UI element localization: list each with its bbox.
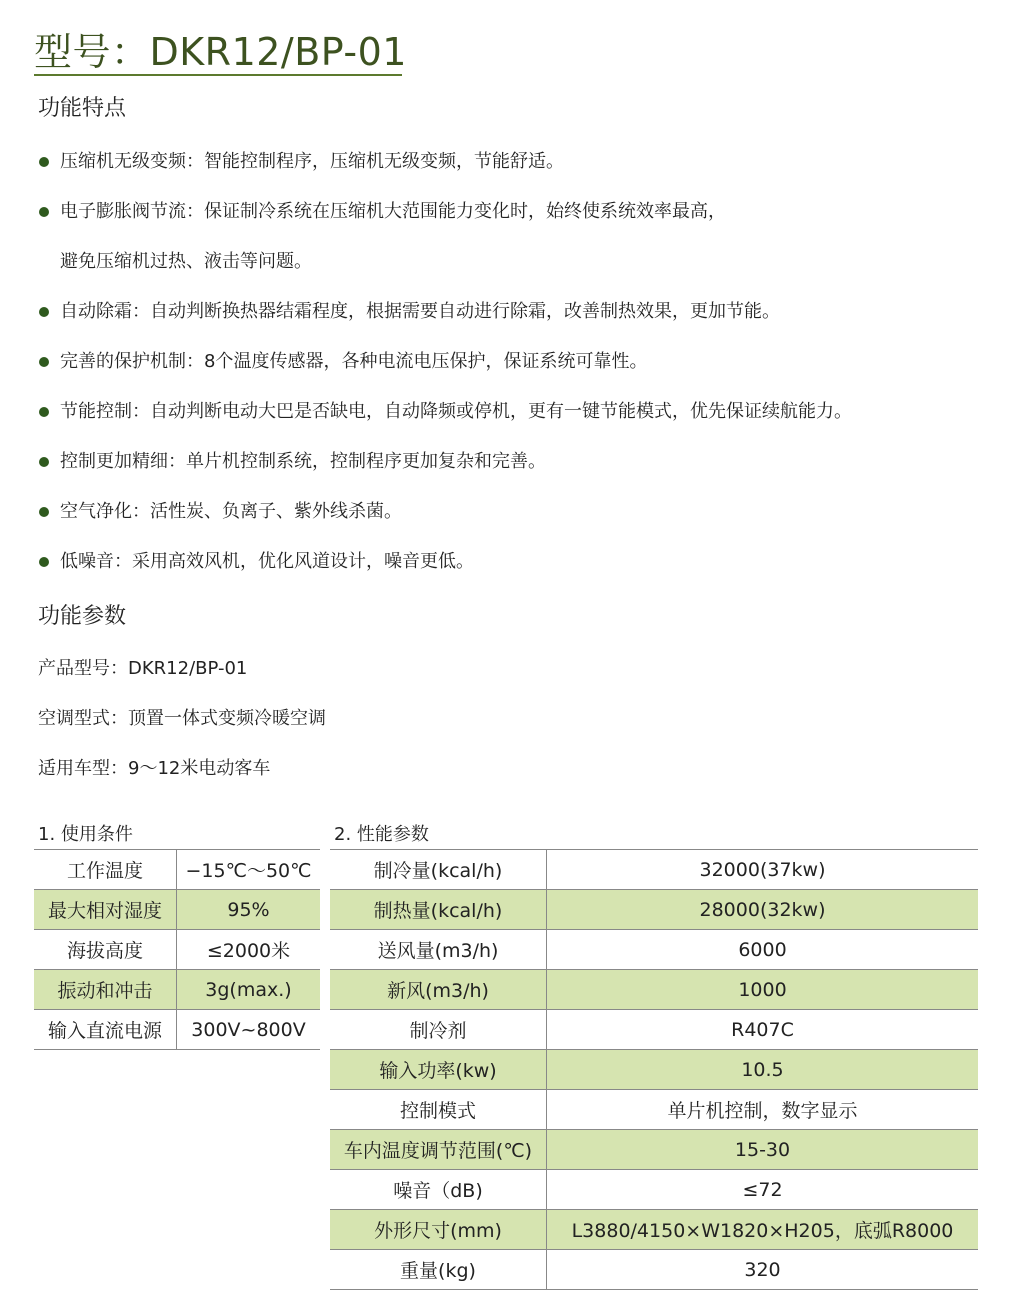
feature-text: 电子膨胀阀节流：保证制冷系统在压缩机大范围能力变化时，始终使系统效率最高， [60,201,726,222]
condition-label: 振动和冲击 [34,970,177,1010]
performance-value: R407C [547,1010,979,1050]
feature-item [36,144,996,194]
model-title: 型号：DKR12/BP-01 [34,30,407,74]
table-row [330,930,978,970]
feature-text: 空气净化：活性炭、负离子、紫外线杀菌。 [60,501,402,522]
feature-text: 压缩机无级变频：智能控制程序，压缩机无级变频，节能舒适。 [60,151,564,172]
performance-label: 制热量(kcal/h) [330,890,547,930]
bullet-icon [39,457,49,467]
performance-label: 噪音（dB) [330,1170,547,1210]
table-row [330,1170,978,1210]
param-ac-type: 空调型式：顶置一体式变频冷暖空调 [38,708,326,729]
performance-label: 制冷量(kcal/h) [330,850,547,890]
performance-value: ≤72 [547,1170,979,1210]
performance-value: 10.5 [547,1050,979,1090]
table-row [330,970,978,1010]
condition-label: 输入直流电源 [34,1010,177,1050]
params-heading: 功能参数 [38,604,127,629]
condition-label: 工作温度 [34,850,177,890]
bullet-icon [39,407,49,417]
conditions-table [34,849,320,1050]
performance-label: 制冷剂 [330,1010,547,1050]
table-row [34,850,320,890]
performance-label: 输入功率(kw) [330,1050,547,1090]
table-row [330,850,978,890]
feature-item [36,394,996,444]
table-row [34,970,320,1010]
feature-item [36,344,996,394]
table-row [330,1130,978,1170]
feature-item [36,544,996,594]
performance-label: 送风量(m3/h) [330,930,547,970]
performance-table [330,849,978,1290]
feature-text: 自动除霜：自动判断换热器结霜程度，根据需要自动进行除霜，改善制热效果，更加节能。 [60,301,780,322]
performance-value: 320 [547,1250,979,1290]
performance-label: 车内温度调节范围(℃) [330,1130,547,1170]
table-row [330,1250,978,1290]
condition-label: 海拔高度 [34,930,177,970]
performance-label: 新风(m3/h) [330,970,547,1010]
feature-item [36,444,996,494]
condition-value: −15℃～50℃ [177,850,321,890]
conditions-caption: 1. 使用条件 [38,824,133,845]
feature-text: 节能控制：自动判断电动大巴是否缺电，自动降频或停机，更有一键节能模式，优先保证续航能力。 [60,401,852,422]
performance-value: 28000(32kw) [547,890,979,930]
table-row [330,1210,978,1250]
feature-text: 低噪音：采用高效风机，优化风道设计，噪音更低。 [60,551,474,572]
param-vehicle: 适用车型：9～12米电动客车 [38,758,271,779]
table-row [34,890,320,930]
condition-value: 3g(max.) [177,970,321,1010]
performance-value: L3880/4150×W1820×H205，底弧R8000 [547,1210,979,1250]
table-row [330,1050,978,1090]
performance-label: 重量(kg) [330,1250,547,1290]
table-row [330,890,978,930]
bullet-icon [39,157,49,167]
performance-value: 1000 [547,970,979,1010]
feature-item [36,494,996,544]
features-heading: 功能特点 [38,96,127,121]
bullet-icon [39,507,49,517]
condition-value: 95% [177,890,321,930]
param-model: 产品型号：DKR12/BP-01 [38,658,248,679]
table-row [34,1010,320,1050]
performance-label: 控制模式 [330,1090,547,1130]
performance-value: 单片机控制，数字显示 [547,1090,979,1130]
bullet-icon [39,357,49,367]
performance-caption: 2. 性能参数 [334,824,429,845]
bullet-icon [39,307,49,317]
performance-value: 32000(37kw) [547,850,979,890]
feature-text: 控制更加精细：单片机控制系统，控制程序更加复杂和完善。 [60,451,546,472]
table-row [330,1090,978,1130]
table-row [34,930,320,970]
table-row [330,1010,978,1050]
feature-continuation: 避免压缩机过热、液击等问题。 [60,251,312,272]
performance-value: 15-30 [547,1130,979,1170]
condition-label: 最大相对湿度 [34,890,177,930]
title-underline [34,74,402,76]
performance-label: 外形尺寸(mm) [330,1210,547,1250]
performance-value: 6000 [547,930,979,970]
bullet-icon [39,207,49,217]
feature-item [36,194,996,244]
feature-list [36,144,996,594]
condition-value: 300V~800V [177,1010,321,1050]
feature-text: 完善的保护机制：8个温度传感器，各种电流电压保护，保证系统可靠性。 [60,351,648,372]
condition-value: ≤2000米 [177,930,321,970]
feature-item [36,294,996,344]
bullet-icon [39,557,49,567]
